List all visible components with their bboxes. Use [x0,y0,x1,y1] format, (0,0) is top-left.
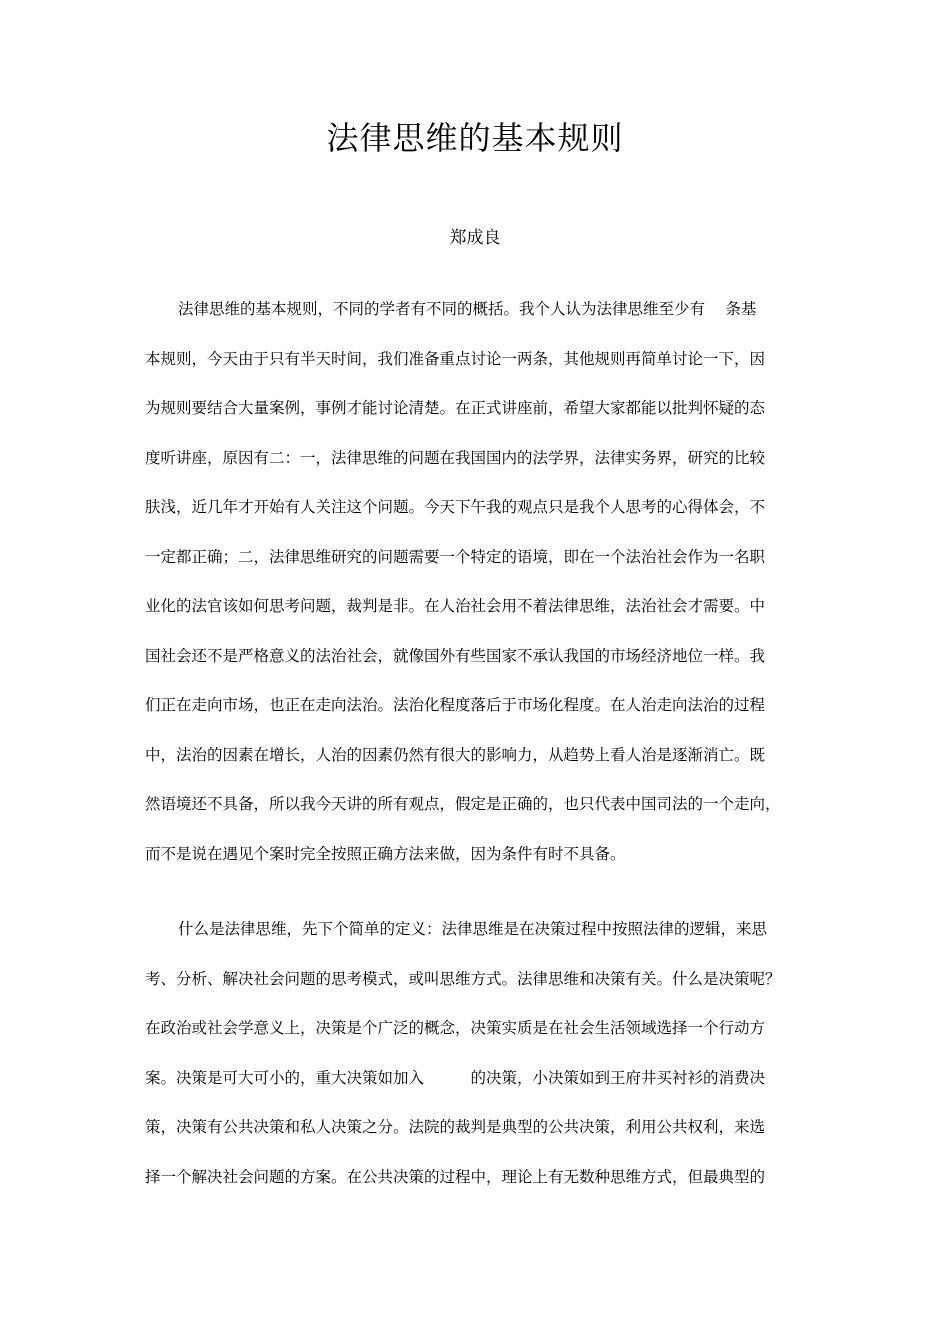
document-title: 法律思维的基本规则 [326,119,624,157]
paragraph-line: 什么是法律思维，先下个简单的定义：法律思维是在决策过程中按照法律的逻辑，来思 [178,920,768,938]
paragraph-line: 在政治或社会学意义上，决策是个广泛的概念，决策实质是在社会生活领域选择一个行动方 [145,1019,766,1037]
paragraph-line: 一定都正确；二，法律思维研究的问题需要一个特定的语境，即在一个法治社会作为一名职 [145,547,766,566]
paragraph-line: 度听讲座，原因有二：一，法律思维的问题在我国国内的法学界，法律实务界，研究的比较 [145,448,766,467]
paragraph-line: 案。决策是可大可小的，重大决策如加入 的决策，小决策如到王府井买衬衫的消费决 [145,1068,766,1087]
paragraph-line: 国社会还不是严格意义的法治社会，就像国外有些国家不承认我国的市场经济地位一样。我 [145,646,766,665]
paragraph-line: 肤浅，近几年才开始有人关注这个问题。今天下午我的观点只是我个人思考的心得体会，不 [145,498,766,516]
document-author: 郑成良 [449,228,501,248]
paragraph-line: 然语境还不具备，所以我今天讲的所有观点，假定是正确的，也只代表中国司法的一个走向， [145,795,781,813]
paragraph-line: 中，法治的因素在增长，人治的因素仍然有很大的影响力，从趋势上看人治是逐渐消亡。既 [145,745,766,764]
body-paragraph-1 [145,293,810,887]
paragraph-line: 考、分析、解决社会问题的思考模式，或叫思维方式。法律思维和决策有关。什么是决策呢？ [145,969,781,988]
paragraph-line: 们正在走向市场，也正在走向法治。法治化程度落后于市场化程度。在人治走向法治的过程 [145,696,766,714]
paragraph-line: 本规则，今天由于只有半天时间，我们准备重点讨论一两条，其他规则再简单讨论一下，因 [145,349,766,368]
paragraph-line: 法律思维的基本规则，不同的学者有不同的概括。我个人认为法律思维至少有 条基 [178,300,757,318]
paragraph-line: 而不是说在遇见个案时完全按照正确方法来做，因为条件有时不具备。 [145,844,626,863]
paragraph-line: 为规则要结合大量案例，事例才能讨论清楚。在正式讲座前，希望大家都能以批判怀疑的态 [145,399,766,417]
paragraph-line: 策，决策有公共决策和私人决策之分。法院的裁判是典型的公共决策，利用公共权利，来选 [145,1118,766,1136]
paragraph-line: 择一个解决社会问题的方案。在公共决策的过程中，理论上有无数种思维方式，但最典型的 [145,1167,766,1186]
paragraph-line: 业化的法官该如何思考问题，裁判是非。在人治社会用不着法律思维，法治社会才需要。中 [145,597,766,615]
body-paragraph-2 [145,913,810,1210]
